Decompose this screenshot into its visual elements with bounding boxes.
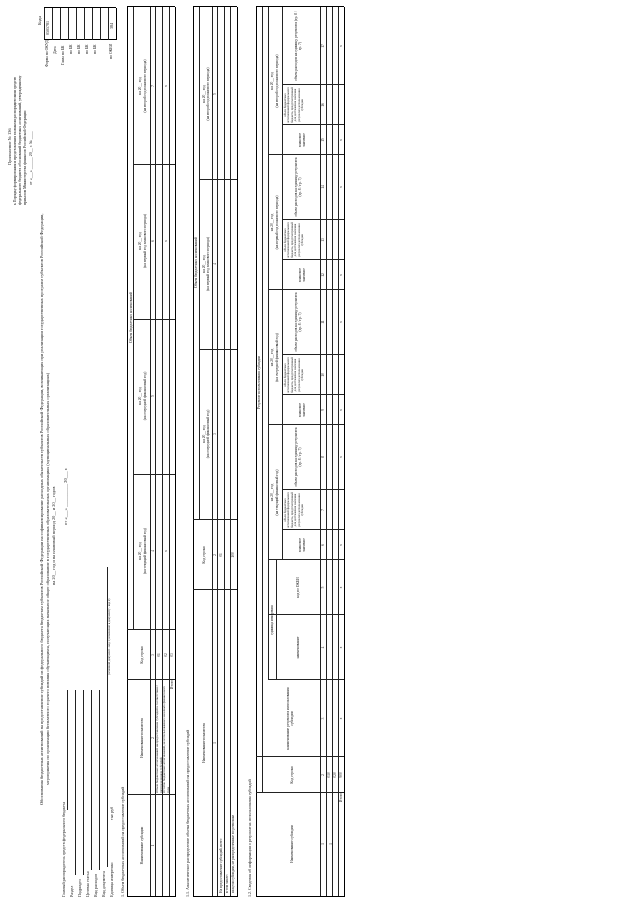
s1-row2-x2: х <box>164 240 168 242</box>
appendix-line-1: Приложение № 136 <box>7 128 12 165</box>
s12-col-result: Результат использования субсидии <box>257 355 261 410</box>
s12-col-unit-okei: код по ОКЕИ <box>296 577 300 598</box>
s12-num-15: 15 <box>321 138 325 142</box>
s11-row1-text: На предоставление субсидий, всего <box>219 838 223 893</box>
s12-num-11: 11 <box>321 320 325 324</box>
s1-row2-x1: х <box>164 550 168 552</box>
s12-y2-cost: объем бюджетных ассигнований федерального бюджета, предусмотренный для достижения значения результата использования субсидии <box>283 357 305 393</box>
unit-label: Единица измерения: <box>109 862 114 897</box>
s12-y1: на 20__ год <box>270 483 274 502</box>
document-title-line-1: Обоснования бюджетных ассигнований на предоставление субсидий из федерального бюджета бюджетам субъектов Российской Федерации на софинансирование расходных обязательств субъектов Российской Федерации, возникающих при реализации государственных программ субъектов Российской Федерации, <box>39 213 44 805</box>
s12-y4: на 20__ год <box>270 72 274 90</box>
s12-y4-sub: (на второй год планового периода) <box>275 54 279 108</box>
s1-num-6: 6 <box>151 240 155 242</box>
s12-col-code: Код строки <box>290 766 294 784</box>
s12-y3: на 20__ год <box>270 213 274 232</box>
okei-label: по ОКЕИ <box>109 43 113 59</box>
s12-total-x8: х <box>339 274 343 276</box>
s1-row1-text: Объем бюджетных ассигнований на предоставление субсидий в соответствии с распределением субсидий <box>155 685 163 793</box>
s12-num-14: 14 <box>321 185 325 189</box>
s1-num-1: 1 <box>151 844 155 847</box>
glava-label: Глава по БК <box>61 45 65 65</box>
s1-col-indicator: Наименование показателя <box>140 718 144 758</box>
s12-num-10: 10 <box>321 373 325 377</box>
s12-total-x3: х <box>339 586 343 589</box>
appendix-line-4: приказом Министерства финансов Российской Федерации <box>23 110 27 205</box>
s11-year2-sub: (на первый год планового периода) <box>206 237 210 291</box>
s12-y2-plan: плановое значение <box>298 402 307 418</box>
podrazdel-label: Подраздел <box>77 879 82 897</box>
cel-code-label: по БК <box>85 44 89 54</box>
s12-y2-sub: (на очередной финансовый год) <box>275 333 279 382</box>
s12-total-x1: х <box>339 717 343 720</box>
s12-num-13: 13 <box>321 238 325 242</box>
s1-num-3: 3 <box>151 654 155 656</box>
s12-y4-plan: плановое значение <box>298 132 307 148</box>
s11-row1-code: 01 <box>219 553 223 557</box>
s1-year3: на 20__ год <box>138 232 142 250</box>
s11-num-3: 3 <box>213 433 217 435</box>
vid-label: Вид расходов <box>93 874 98 897</box>
s11-year3: на 20__ год <box>202 85 206 103</box>
s12-y2-unitcost: объем расходов на единицу результата (гр. 8 / гр. 7) <box>294 292 303 352</box>
s12-total-code: 900 <box>339 772 343 778</box>
s12-num-6: 6 <box>321 544 325 546</box>
vid-doc-hint: (основной документ - код 1; изменение к документу - код 2) <box>107 598 111 675</box>
appendix-line-2: к Порядку формирования и представления главными распорядителями средств <box>13 76 17 205</box>
s12-y1-sub: (на текущий финансовый год) <box>275 469 279 516</box>
podrazdel-code-label: по БК <box>77 44 81 54</box>
s12-y2: на 20__ год <box>270 348 274 367</box>
s11-col-indicator: Наименование показателя <box>202 723 206 763</box>
gl-label: Главный распорядитель средств федерального бюджета <box>61 802 66 897</box>
s11-num-1: 1 <box>213 742 217 744</box>
s11-row2-text: в том числе: <box>225 874 229 893</box>
appendix-line-3: федерального бюджета обоснований бюджетных ассигнований, утвержденному <box>18 75 22 205</box>
s12-num-3: 3 <box>321 717 325 720</box>
s12-y3-cost: объем бюджетных ассигнований федерального бюджета, предусмотренный для достижения значения результата использования субсидии <box>283 222 305 258</box>
razdel-code-label: по БК <box>69 44 73 54</box>
s1-year3-sub: (на первый год планового периода) <box>143 214 147 268</box>
s12-total-x5: х <box>339 456 343 458</box>
s11-year1-sub: (на очередной финансовый год) <box>206 409 210 459</box>
s11-num-2: 2 <box>213 554 217 556</box>
s11-year2: на 20__ год <box>202 255 206 273</box>
s12-num-4: 4 <box>321 646 325 649</box>
s11-year1: на 20__ год <box>202 425 206 443</box>
s1-row2-text: Остаток бюджетных ассигнований, не использованных на начало финансового года <box>162 685 170 793</box>
s11-num-4: 4 <box>213 263 217 265</box>
s12-num-9: 9 <box>321 409 325 411</box>
s12-row1-code: 010 <box>327 772 331 778</box>
s12-y4-cost: объем бюджетных ассигнований федерального бюджета, предусмотренный для достижения значения результата использования субсидии <box>283 87 305 123</box>
appendix-line-5: от «___» ______ 20__ г. № ____ <box>28 131 33 185</box>
s1-year4: на 20__ год <box>138 77 142 95</box>
section12-title: 1.2. Сведения об информации о результатах использования субсидий <box>247 779 252 897</box>
s12-col-unit-name: наименование <box>296 636 300 659</box>
s12-num-5: 5 <box>321 586 325 589</box>
s12-num-12: 12 <box>321 273 325 277</box>
okei-code-value: 384 <box>109 23 114 29</box>
s12-total-x4: х <box>339 544 343 546</box>
section1-title: 1. Объем бюджетных ассигнований на предоставление субсидий <box>120 786 125 897</box>
vid-doc-label: Вид документа <box>101 871 106 897</box>
s11-year3-sub: (на второй год планового периода) <box>206 67 210 121</box>
s12-num-2: 2 <box>321 774 325 776</box>
vid-code-label: по БК <box>93 44 97 54</box>
s12-y3-plan: плановое значение <box>298 267 307 283</box>
document-date: от «___» __________ 20___ г. <box>63 467 68 525</box>
s1-num-2: 2 <box>151 737 155 739</box>
razdel-label: Раздел <box>69 885 74 897</box>
s1-row2-x3: х <box>164 85 168 87</box>
s12-total-x10: х <box>339 139 343 141</box>
s12-y1-plan: плановое значение <box>298 537 307 553</box>
form-code-value: 0505781 <box>45 21 50 35</box>
s12-row1-name: 1 <box>329 843 333 845</box>
s12-total-x2: х <box>339 646 343 649</box>
s1-total-label: Итого <box>170 680 174 690</box>
s12-col-name: Наименование субсидии <box>290 825 294 863</box>
codes-header: Коды <box>37 15 42 25</box>
s1-year1: на 20__ год <box>138 542 142 560</box>
s12-total-x11: х <box>339 45 343 47</box>
s1-row2-code: 02 <box>164 653 168 657</box>
s12-y3-unitcost: объем расходов на единицу результата (гр. 8 / гр. 7) <box>294 157 303 217</box>
s12-col-unit: единица измерения <box>270 605 274 635</box>
s1-year2-sub: (на очередной финансовый год) <box>143 371 147 421</box>
s1-num-7: 7 <box>151 85 155 87</box>
cel-label: Целевая статья <box>85 871 90 897</box>
s12-num-16: 16 <box>321 103 325 107</box>
s1-col-code: Код строки <box>140 646 144 664</box>
s12-y3-sub: (на первый год планового периода) <box>275 195 279 250</box>
s11-num-5: 5 <box>213 93 217 95</box>
s11-col-volume: Объем бюджетных ассигнований <box>194 237 198 288</box>
s11-col-code: Код строки <box>202 546 206 564</box>
okud-label: Форма по ОКУД <box>45 40 49 67</box>
s1-col-volume: Объем бюджетных ассигнований <box>129 292 133 343</box>
s12-col-result-name: наименование результата использования субсидии <box>286 687 295 750</box>
s12-y4-unitcost: объем расходов на единицу результата (гр. 8 / гр. 7) <box>294 11 303 81</box>
s12-total-x6: х <box>339 409 343 411</box>
s12-row2-code: 020 <box>333 772 337 778</box>
s1-row1-code: 01 <box>157 653 161 657</box>
s12-y1-cost: объем бюджетных ассигнований федерального бюджета, предусмотренный для достижения значения результата использования субсидии <box>283 492 305 528</box>
s12-y1-unitcost: объем расходов на единицу результата (гр. 8 / гр. 7) <box>294 427 303 487</box>
s1-year2: на 20__ год <box>138 387 142 405</box>
s12-total-x7: х <box>339 321 343 323</box>
s1-num-4: 4 <box>151 550 155 552</box>
s12-num-8: 8 <box>321 456 325 458</box>
s12-total-label: Итого <box>339 793 343 803</box>
section11-title: 1.1. Аналитическое распределение объема бюджетных ассигнований на предоставление субсидий <box>185 729 190 897</box>
unit-value: тыс руб <box>109 806 114 820</box>
s12-total-x9: х <box>339 186 343 188</box>
s1-col-name: Наименование субсидии <box>140 826 144 865</box>
document-title-line-3: на 20__ год и на плановый период 20__ и 20__ годов <box>51 486 56 585</box>
date-label: Дата <box>53 46 57 54</box>
s12-num-17: 17 <box>321 44 325 48</box>
s1-year1-sub: (на текущий финансовый год) <box>143 528 147 574</box>
s1-num-5: 5 <box>151 395 155 397</box>
s11-row3-text: на цели субсидии, не распределенные по регионам <box>231 815 235 893</box>
s12-num-7: 7 <box>321 509 325 511</box>
s1-year4-sub: (на второй год планового периода) <box>143 59 147 113</box>
s11-row3-code: 100 <box>231 552 235 558</box>
s1-total-code: 03 <box>170 653 174 657</box>
s12-num-1: 1 <box>321 843 325 845</box>
document-title-line-2: мероприятия по организации бесплатного горячего питания обучающихся, получающих начальное общее образование в государственных образовательных организациях (муниципальных образовательных организациях) <box>45 372 50 785</box>
